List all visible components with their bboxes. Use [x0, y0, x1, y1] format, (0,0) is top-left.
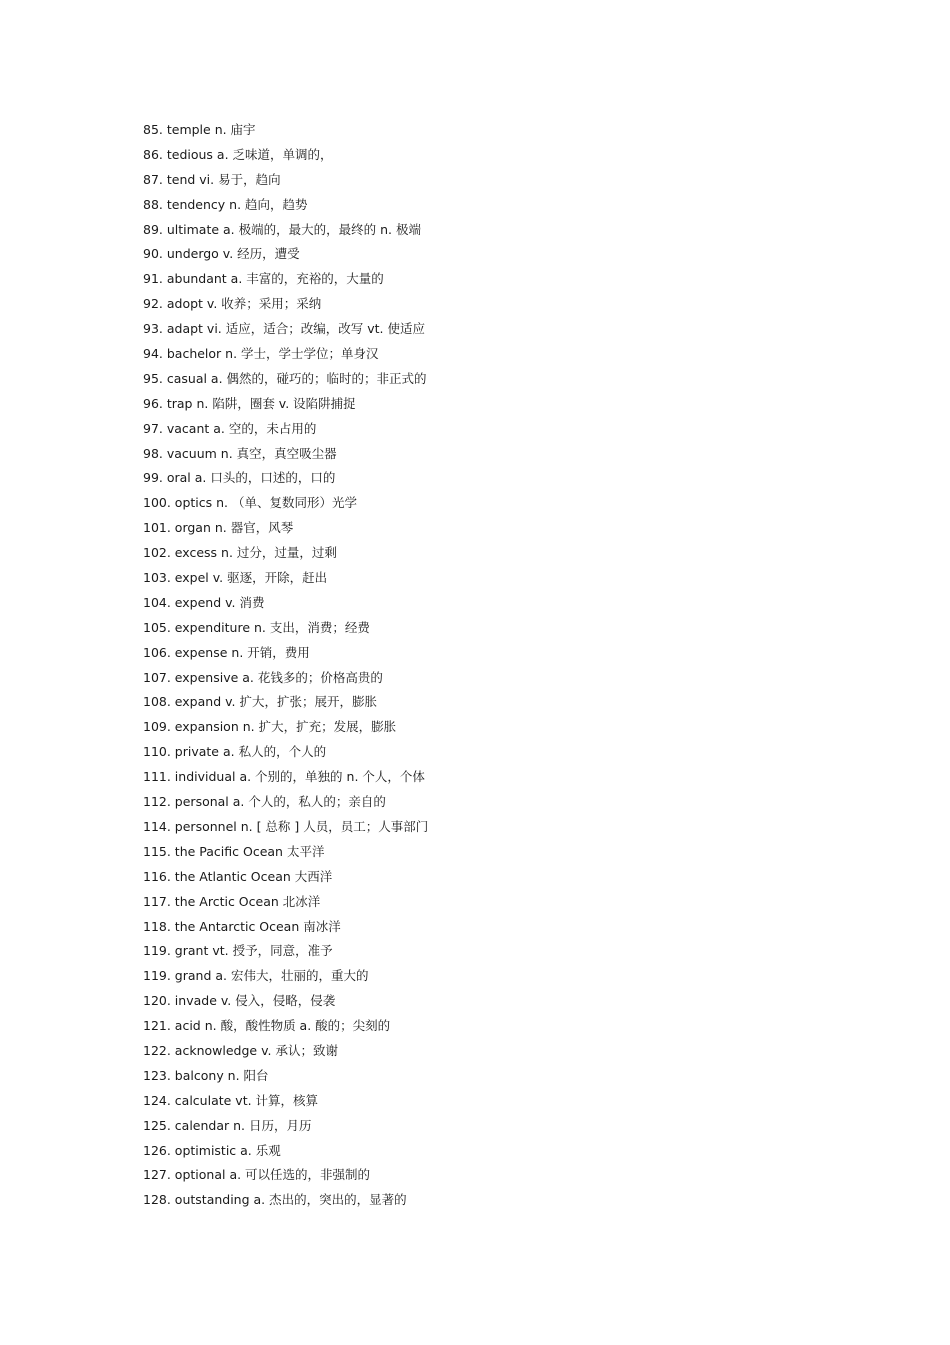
entry-text: 87. tend vi. 易于，趋向 [143, 171, 281, 187]
entry-text: 98. vacuum n. 真空，真空吸尘器 [143, 445, 337, 461]
vocab-entry [143, 768, 428, 793]
vocab-entry [143, 171, 428, 196]
entry-text: 124. calculate vt. 计算，核算 [143, 1092, 319, 1108]
entry-text: 119. grand a. 宏伟大，壮丽的，重大的 [143, 968, 369, 984]
entry-text: 114. personnel n. [ 总称 ] 人员，员工；人事部门 [143, 818, 429, 834]
vocab-entry [143, 494, 428, 519]
entry-text: 103. expel v. 驱逐，开除，赶出 [143, 570, 328, 586]
entry-text: 112. personal a. 个人的，私人的；亲自的 [143, 794, 386, 810]
vocab-entry [143, 718, 428, 743]
vocab-entry [143, 743, 428, 768]
entry-text: 97. vacant a. 空的，未占用的 [143, 420, 317, 436]
entry-text: 86. tedious a. 乏味道，单调的， [143, 146, 333, 162]
vocab-entry [143, 519, 428, 544]
entry-text: 116. the Atlantic Ocean 大西洋 [143, 868, 333, 884]
entry-text: 100. optics n. （单、复数同形）光学 [143, 495, 357, 511]
entry-text: 121. acid n. 酸，酸性物质 a. 酸的；尖刻的 [143, 1018, 391, 1034]
entry-text: 119. grant vt. 授予，同意，准予 [143, 943, 333, 959]
vocab-entry [143, 121, 428, 146]
entry-text: 99. oral a. 口头的，口述的，口的 [143, 470, 336, 486]
vocab-entry [143, 270, 428, 295]
vocab-entry [143, 196, 428, 221]
entry-text: 93. adapt vi. 适应，适合；改编，改写 vt. 使适应 [143, 321, 425, 337]
entry-text: 128. outstanding a. 杰出的，突出的，显著的 [143, 1192, 407, 1208]
vocab-entry [143, 1067, 428, 1092]
vocab-entry [143, 1142, 428, 1167]
entry-text: 104. expend v. 消费 [143, 594, 265, 610]
vocab-entry [143, 295, 428, 320]
entry-text: 118. the Antarctic Ocean 南冰洋 [143, 918, 341, 934]
entry-text: 88. tendency n. 趋向，趋势 [143, 196, 308, 212]
vocab-entry [143, 619, 428, 644]
vocab-entry [143, 1191, 428, 1216]
vocab-entry [143, 693, 428, 718]
vocab-entry [143, 221, 428, 246]
vocab-entry [143, 967, 428, 992]
entry-text: 105. expenditure n. 支出，消费；经费 [143, 619, 370, 635]
entry-text: 107. expensive a. 花钱多的；价格高贵的 [143, 669, 383, 685]
vocab-entry [143, 893, 428, 918]
entry-text: 102. excess n. 过分，过量，过剩 [143, 545, 337, 561]
vocab-entry [143, 669, 428, 694]
vocab-entry [143, 644, 428, 669]
vocab-entry [143, 469, 428, 494]
entry-text: 90. undergo v. 经历，遭受 [143, 246, 300, 262]
vocab-entry [143, 1017, 428, 1042]
vocab-entry [143, 918, 428, 943]
vocab-entry [143, 942, 428, 967]
entry-text: 94. bachelor n. 学士，学士学位；单身汉 [143, 346, 379, 362]
vocab-entry [143, 445, 428, 470]
vocab-entry [143, 1092, 428, 1117]
entry-text: 101. organ n. 器官，风琴 [143, 520, 294, 536]
entry-text: 115. the Pacific Ocean 太平洋 [143, 843, 325, 859]
vocab-entry [143, 370, 428, 395]
entry-text: 110. private a. 私人的，个人的 [143, 744, 327, 760]
vocab-entry [143, 544, 428, 569]
entry-text: 125. calendar n. 日历，月历 [143, 1117, 312, 1133]
vocab-entry [143, 345, 428, 370]
entry-text: 122. acknowledge v. 承认；致谢 [143, 1042, 338, 1058]
entry-text: 96. trap n. 陷阱，圈套 v. 设陷阱捕捉 [143, 395, 356, 411]
vocab-entry [143, 146, 428, 171]
vocab-entry [143, 843, 428, 868]
vocab-entry [143, 992, 428, 1017]
entry-text: 117. the Arctic Ocean 北冰洋 [143, 893, 321, 909]
vocab-entry [143, 320, 428, 345]
entry-text: 109. expansion n. 扩大，扩充；发展，膨胀 [143, 719, 397, 735]
vocab-entry [143, 594, 428, 619]
entry-text: 85. temple n. 庙宇 [143, 122, 256, 137]
vocab-entry [143, 868, 428, 893]
vocab-entry [143, 818, 428, 843]
entry-text: 108. expand v. 扩大，扩张；展开，膨胀 [143, 694, 377, 710]
vocab-entry [143, 395, 428, 420]
entry-text: 127. optional a. 可以任选的，非强制的 [143, 1167, 371, 1183]
entry-text: 123. balcony n. 阳台 [143, 1067, 269, 1083]
vocab-entry [143, 1117, 428, 1142]
entry-text: 111. individual a. 个别的，单独的 n. 个人，个体 [143, 769, 425, 785]
entry-text: 89. ultimate a. 极端的，最大的，最终的 n. 极端 [143, 221, 421, 237]
entry-text: 106. expense n. 开销，费用 [143, 644, 310, 660]
entry-text: 126. optimistic a. 乐观 [143, 1142, 281, 1158]
entry-text: 95. casual a. 偶然的，碰巧的；临时的；非正式的 [143, 370, 427, 386]
entry-text: 91. abundant a. 丰富的，充裕的，大量的 [143, 271, 384, 287]
vocab-entry [143, 793, 428, 818]
vocabulary-list [143, 121, 428, 1216]
vocab-entry [143, 1042, 428, 1067]
vocab-entry [143, 420, 428, 445]
vocab-entry [143, 569, 428, 594]
vocab-entry [143, 1166, 428, 1191]
entry-text: 92. adopt v. 收养；采用；采纳 [143, 296, 322, 312]
vocab-entry [143, 245, 428, 270]
entry-text: 120. invade v. 侵入，侵略，侵袭 [143, 993, 336, 1009]
